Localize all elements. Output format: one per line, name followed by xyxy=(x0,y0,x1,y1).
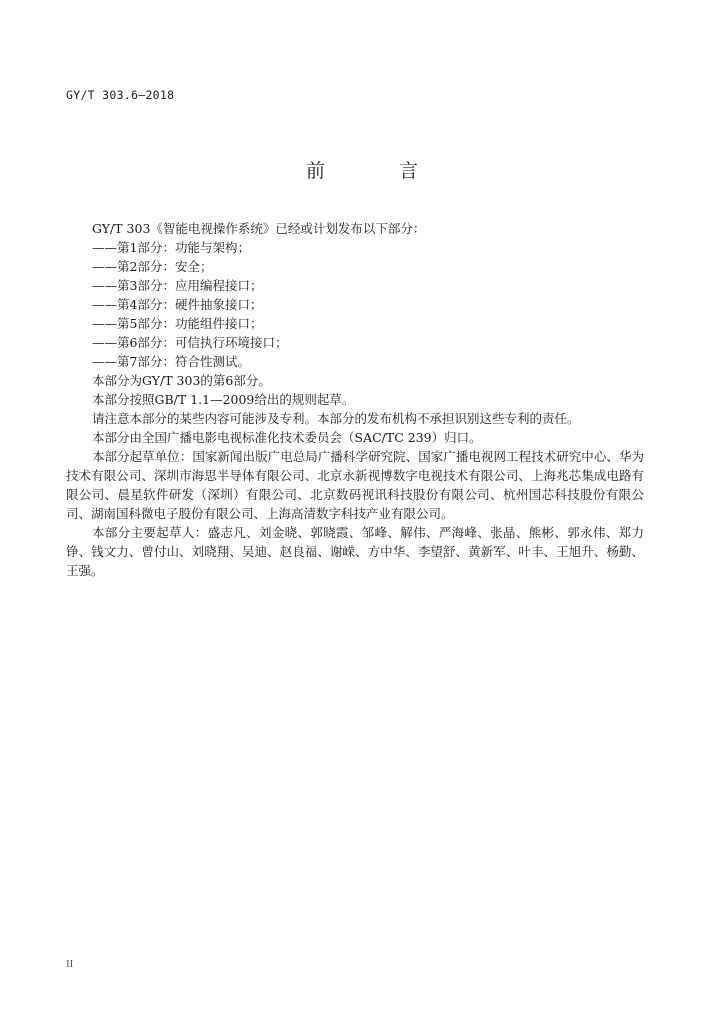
part-list-item: ——第5部分：功能组件接口； xyxy=(92,316,263,331)
drafting-units-paragraph: 本部分起草单位：国家新闻出版广电总局广播科学研究院、国家广播电视网工程技术研究中心、华为技术有限公司、深圳市海思半导体有限公司、北京永新视博数字电视技术有限公司、上海兆芯集成电路有限公司、晨星软件研发（深圳）有限公司、北京数码视讯科技股份有限公司、杭州国芯科技股份有限公司、湖南国科微电子股份有限公司、上海高清数字科技产业有限公司。 xyxy=(66,449,644,521)
part-list-item: ——第6部分：可信执行环境接口； xyxy=(92,335,288,350)
part-list-item: ——第3部分：应用编程接口； xyxy=(92,278,263,293)
patent-notice: 请注意本部分的某些内容可能涉及专利。本部分的发布机构不承担识别这些专利的责任。 xyxy=(92,411,580,426)
standard-code: GY/T 303.6—2018 xyxy=(66,88,175,102)
drafting-rule-statement: 本部分按照GB/T 1.1—2009给出的规则起草。 xyxy=(92,392,355,407)
responsible-committee: 本部分由全国广播电影电视标准化技术委员会（SAC/TC 239）归口。 xyxy=(92,430,482,445)
part-list-item: ——第7部分：符合性测试。 xyxy=(92,354,250,369)
intro-line: GY/T 303《智能电视操作系统》已经或计划发布以下部分： xyxy=(92,221,426,236)
drafters-paragraph: 本部分主要起草人：盛志凡、刘金晓、郭晓霞、邹峰、解伟、严海峰、张晶、熊彬、郭永伟、郑力铮、钱文力、曾付山、刘晓翔、吴迪、赵良福、谢嵘、方中华、李望舒、黄新军、叶丰、王旭升、杨勤、王强。 xyxy=(66,525,644,578)
part-list-item: ——第2部分：安全； xyxy=(92,259,213,274)
page-number: II xyxy=(66,958,74,970)
part-list-item: ——第1部分：功能与架构； xyxy=(92,240,250,255)
part-statement: 本部分为GY/T 303的第6部分。 xyxy=(92,373,271,388)
foreword-body xyxy=(66,219,644,580)
page-title: 前 言 xyxy=(305,160,453,182)
part-list-item: ——第4部分：硬件抽象接口； xyxy=(92,297,263,312)
